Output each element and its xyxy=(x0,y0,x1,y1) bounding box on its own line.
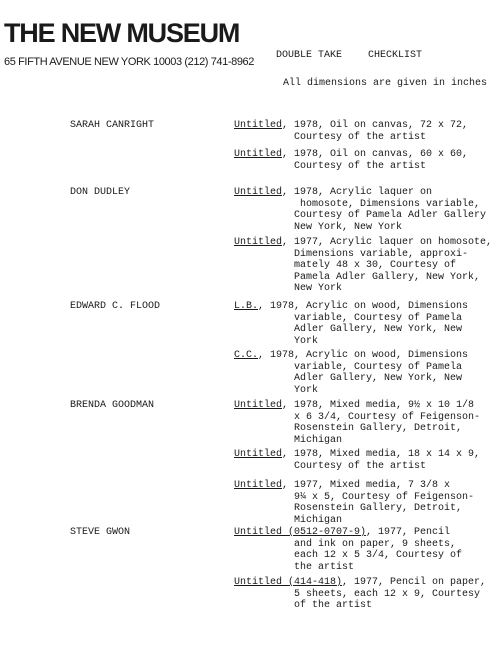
work-entry xyxy=(234,480,450,492)
work-details: , 1978, Acrylic on wood, Dimensions xyxy=(258,301,469,312)
work-entry xyxy=(234,120,468,132)
work-entry xyxy=(234,149,468,161)
work-title: Untitled xyxy=(234,449,283,460)
work-entry xyxy=(234,187,432,199)
artist-name: SARAH CANRIGHT xyxy=(70,120,155,131)
work-title: Untitled xyxy=(234,400,283,411)
work-details-cont: variable, Courtesy of Pamela Adler Gallery, New York, New York xyxy=(294,361,463,396)
artist-name: DON DUDLEY xyxy=(70,187,131,198)
work-details: , 1977, Mixed media, 7 3/8 x xyxy=(282,480,451,491)
work-title: Untitled xyxy=(234,237,283,248)
work-details: , 1978, Mixed media, 9½ x 10 1/8 xyxy=(282,400,475,411)
work-title: Untitled xyxy=(234,149,283,160)
work-entry xyxy=(234,301,468,313)
work-title: L.B. xyxy=(234,301,259,312)
work-details-cont: Courtesy of the artist xyxy=(294,160,427,172)
work-details: , 1977, Pencil on paper, xyxy=(342,577,487,588)
work-title: Untitled xyxy=(234,120,283,131)
letterhead xyxy=(4,18,254,68)
work-title: C.C. xyxy=(234,350,259,361)
checklist-label: CHECKLIST xyxy=(368,50,423,61)
work-title: Untitled (0512-0707-9) xyxy=(234,527,367,538)
work-details: , 1977, Acrylic laquer on homosote, xyxy=(282,237,493,248)
work-details: , 1978, Oil on canvas, 72 x 72, xyxy=(282,120,469,131)
work-details: , 1978, Oil on canvas, 60 x 60, xyxy=(282,149,469,160)
artist-name: EDWARD C. FLOOD xyxy=(70,301,161,312)
dimensions-note: All dimensions are given in inches xyxy=(283,78,488,89)
work-entry xyxy=(234,400,474,412)
artist-name: BRENDA GOODMAN xyxy=(70,400,155,411)
artist-name: STEVE GWON xyxy=(70,527,131,538)
work-details: , 1978, Mixed media, 18 x 14 x 9, xyxy=(282,449,481,460)
work-entry xyxy=(234,237,492,249)
work-details-cont: 5 sheets, each 12 x 9, Courtesy of the artist xyxy=(294,588,481,612)
work-title: Untitled (414-418) xyxy=(234,577,343,588)
work-details-cont: Courtesy of the artist xyxy=(294,131,427,143)
work-details-cont: Dimensions variable, approxi- mately 48 x 30, Courtesy of Pamela Adler Gallery, New York, New York xyxy=(294,248,481,295)
work-entry xyxy=(234,449,480,461)
work-details-cont: variable, Courtesy of Pamela Adler Gallery, New York, New York xyxy=(294,312,463,347)
work-details-cont: homosote, Dimensions variable, Courtesy of Pamela Adler Gallery New York, New York xyxy=(294,198,487,233)
museum-address: 65 FIFTH AVENUE NEW YORK 10003 (212) 741-8962 xyxy=(4,56,254,68)
work-title: Untitled xyxy=(234,187,283,198)
museum-name: THE NEW MUSEUM xyxy=(4,18,240,48)
show-title: DOUBLE TAKE xyxy=(276,50,343,61)
work-details: , 1977, Pencil xyxy=(366,527,451,538)
work-details-cont: and ink on paper, 9 sheets, each 12 x 5 3/4, Courtesy of the artist xyxy=(294,538,463,573)
work-details-cont: x 6 3/4, Courtesy of Feigenson- Rosenstein Gallery, Detroit, Michigan xyxy=(294,411,481,446)
work-title: Untitled xyxy=(234,480,283,491)
work-details: , 1978, Acrylic on wood, Dimensions xyxy=(258,350,469,361)
work-entry xyxy=(234,527,450,539)
work-details: , 1978, Acrylic laquer on xyxy=(282,187,433,198)
work-entry xyxy=(234,577,486,589)
work-details-cont: Courtesy of the artist xyxy=(294,460,427,472)
work-details-cont: 9¼ x 5, Courtesy of Feigenson- Rosenstein Gallery, Detroit, Michigan xyxy=(294,491,475,526)
work-entry xyxy=(234,350,468,362)
